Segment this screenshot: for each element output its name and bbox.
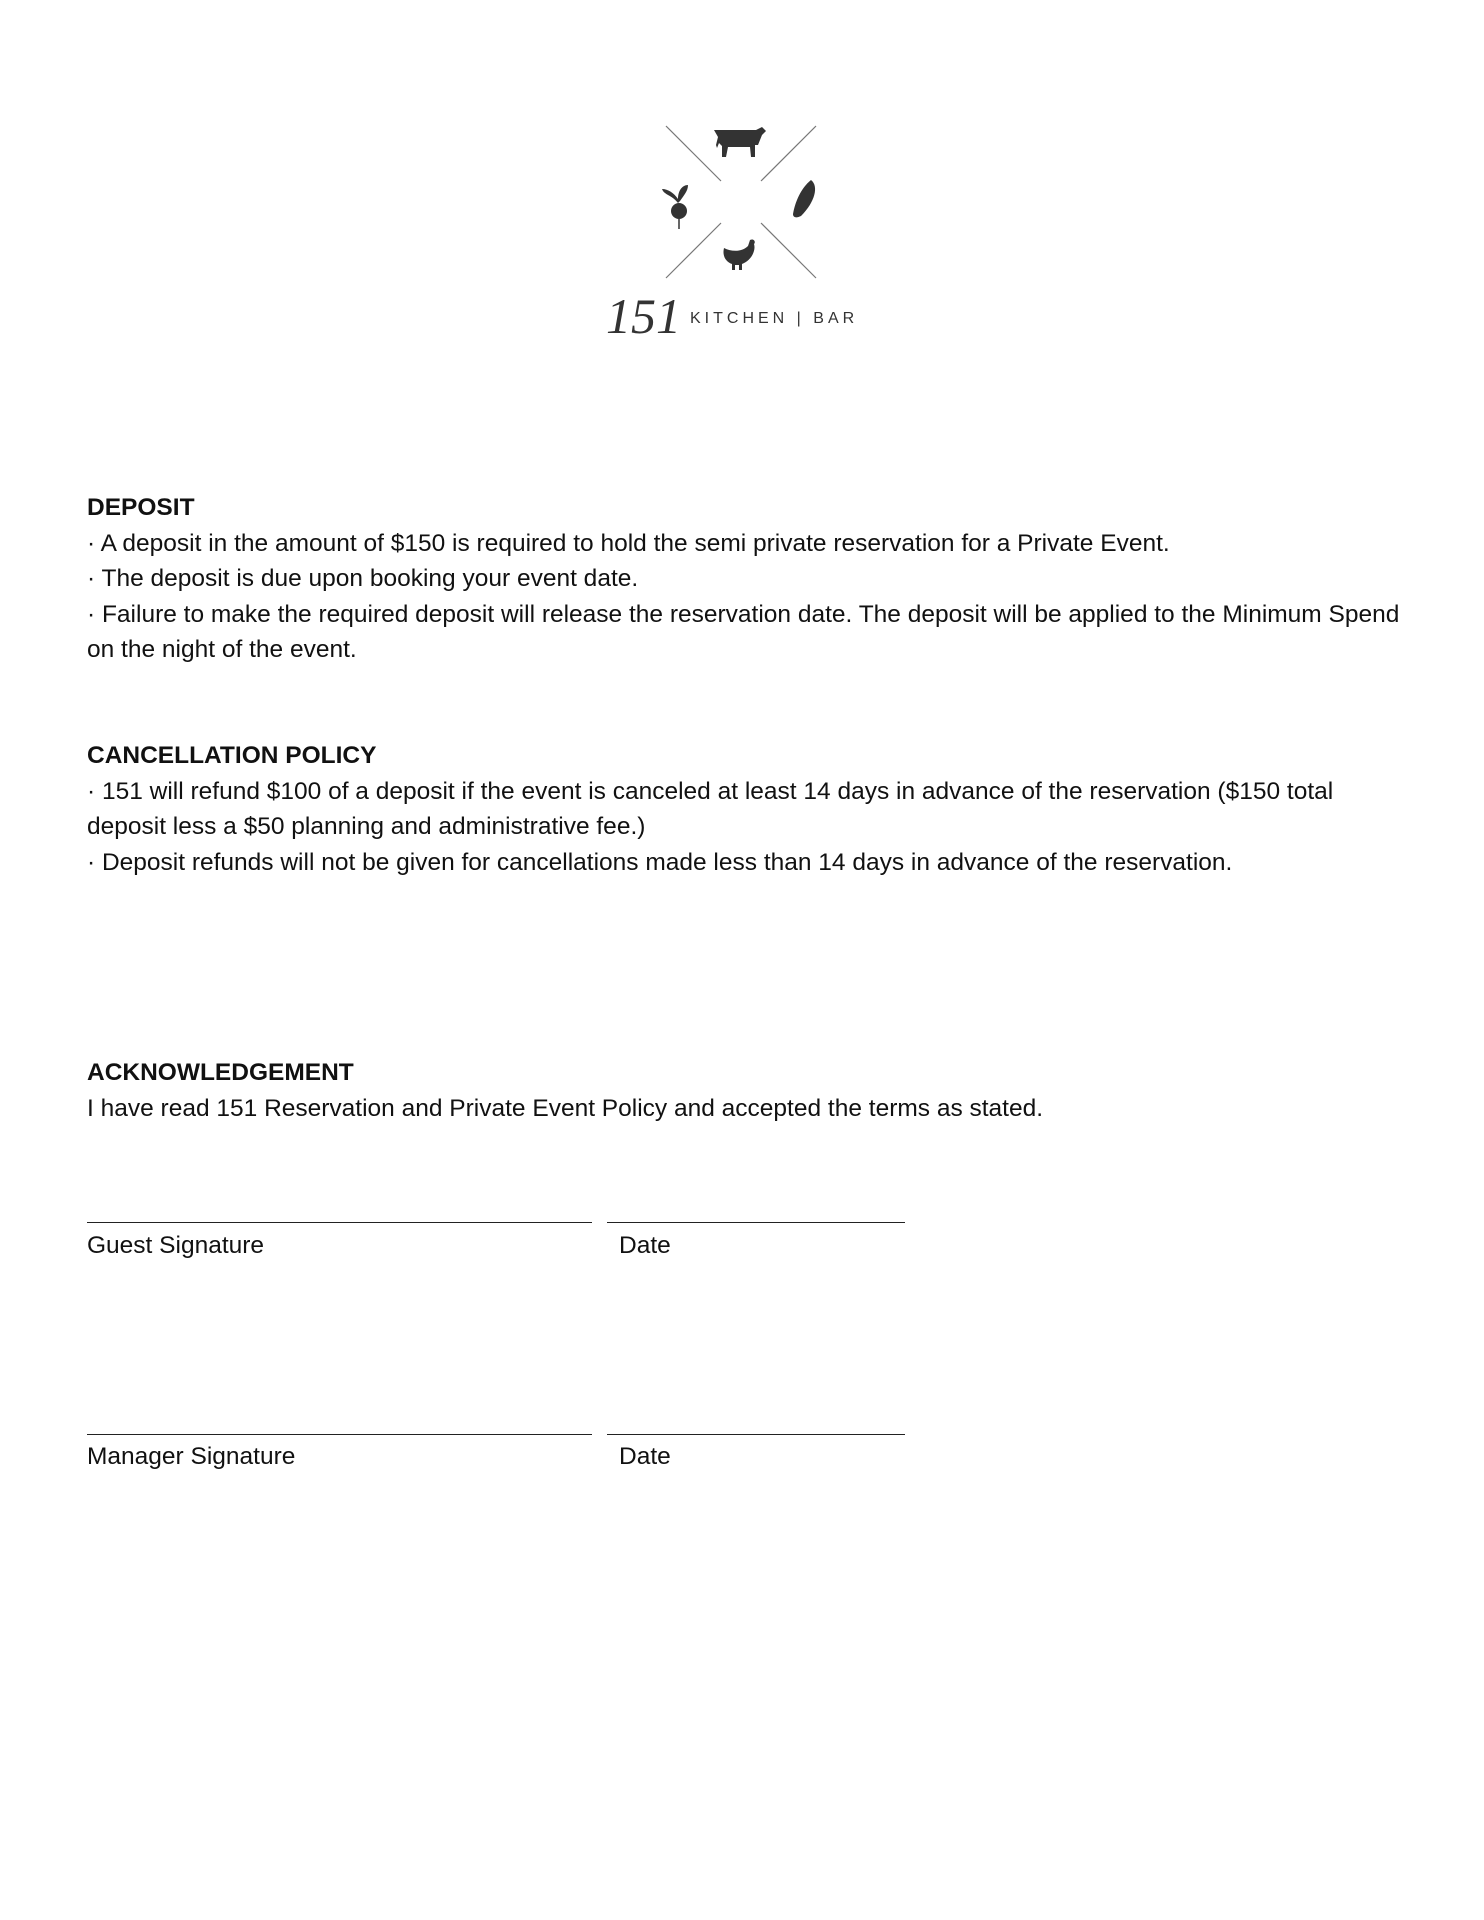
manager-date-line[interactable] [607,1434,905,1435]
cow-icon [714,127,766,157]
acknowledgement-section [87,1055,1417,1126]
cancellation-item: · Deposit refunds will not be given for cancellations made less than 14 days in advance of the reservation. [87,848,1233,876]
deposit-item: · The deposit is due upon booking your event date. [87,565,639,592]
cancellation-section [87,738,1417,880]
manager-signature-label: Manager Signature [87,1443,296,1470]
corn-icon [793,180,815,217]
cancellation-heading: CANCELLATION POLICY [87,742,377,769]
chicken-icon [723,239,754,270]
deposit-item: · Failure to make the required deposit will release the reservation date. The deposit will be applied to the Minimum Spend on the night of the event. [87,600,1400,663]
acknowledgement-heading: ACKNOWLEDGEMENT [87,1059,354,1086]
restaurant-logo [606,118,876,353]
beet-icon [662,185,688,229]
manager-date-label: Date [619,1443,671,1470]
logo-text: KITCHEN | BAR [690,310,859,327]
guest-signature-label: Guest Signature [87,1232,265,1259]
guest-date-label: Date [619,1232,671,1259]
deposit-heading: DEPOSIT [87,494,195,521]
guest-signature-line[interactable] [87,1222,592,1223]
acknowledgement-text: I have read 151 Reservation and Private Event Policy and accepted the terms as stated. [87,1094,1044,1122]
deposit-section [87,490,1417,668]
logo-numeral: 151 [606,288,681,344]
deposit-item: · A deposit in the amount of $150 is required to hold the semi private reservation for a Private Event. [87,529,1170,557]
cancellation-item: · 151 will refund $100 of a deposit if the event is canceled at least 14 days in advance of the reservation ($150 total deposit less a $50 planning and administrative fee.) [87,777,1334,840]
manager-signature-line[interactable] [87,1434,592,1435]
guest-date-line[interactable] [607,1222,905,1223]
